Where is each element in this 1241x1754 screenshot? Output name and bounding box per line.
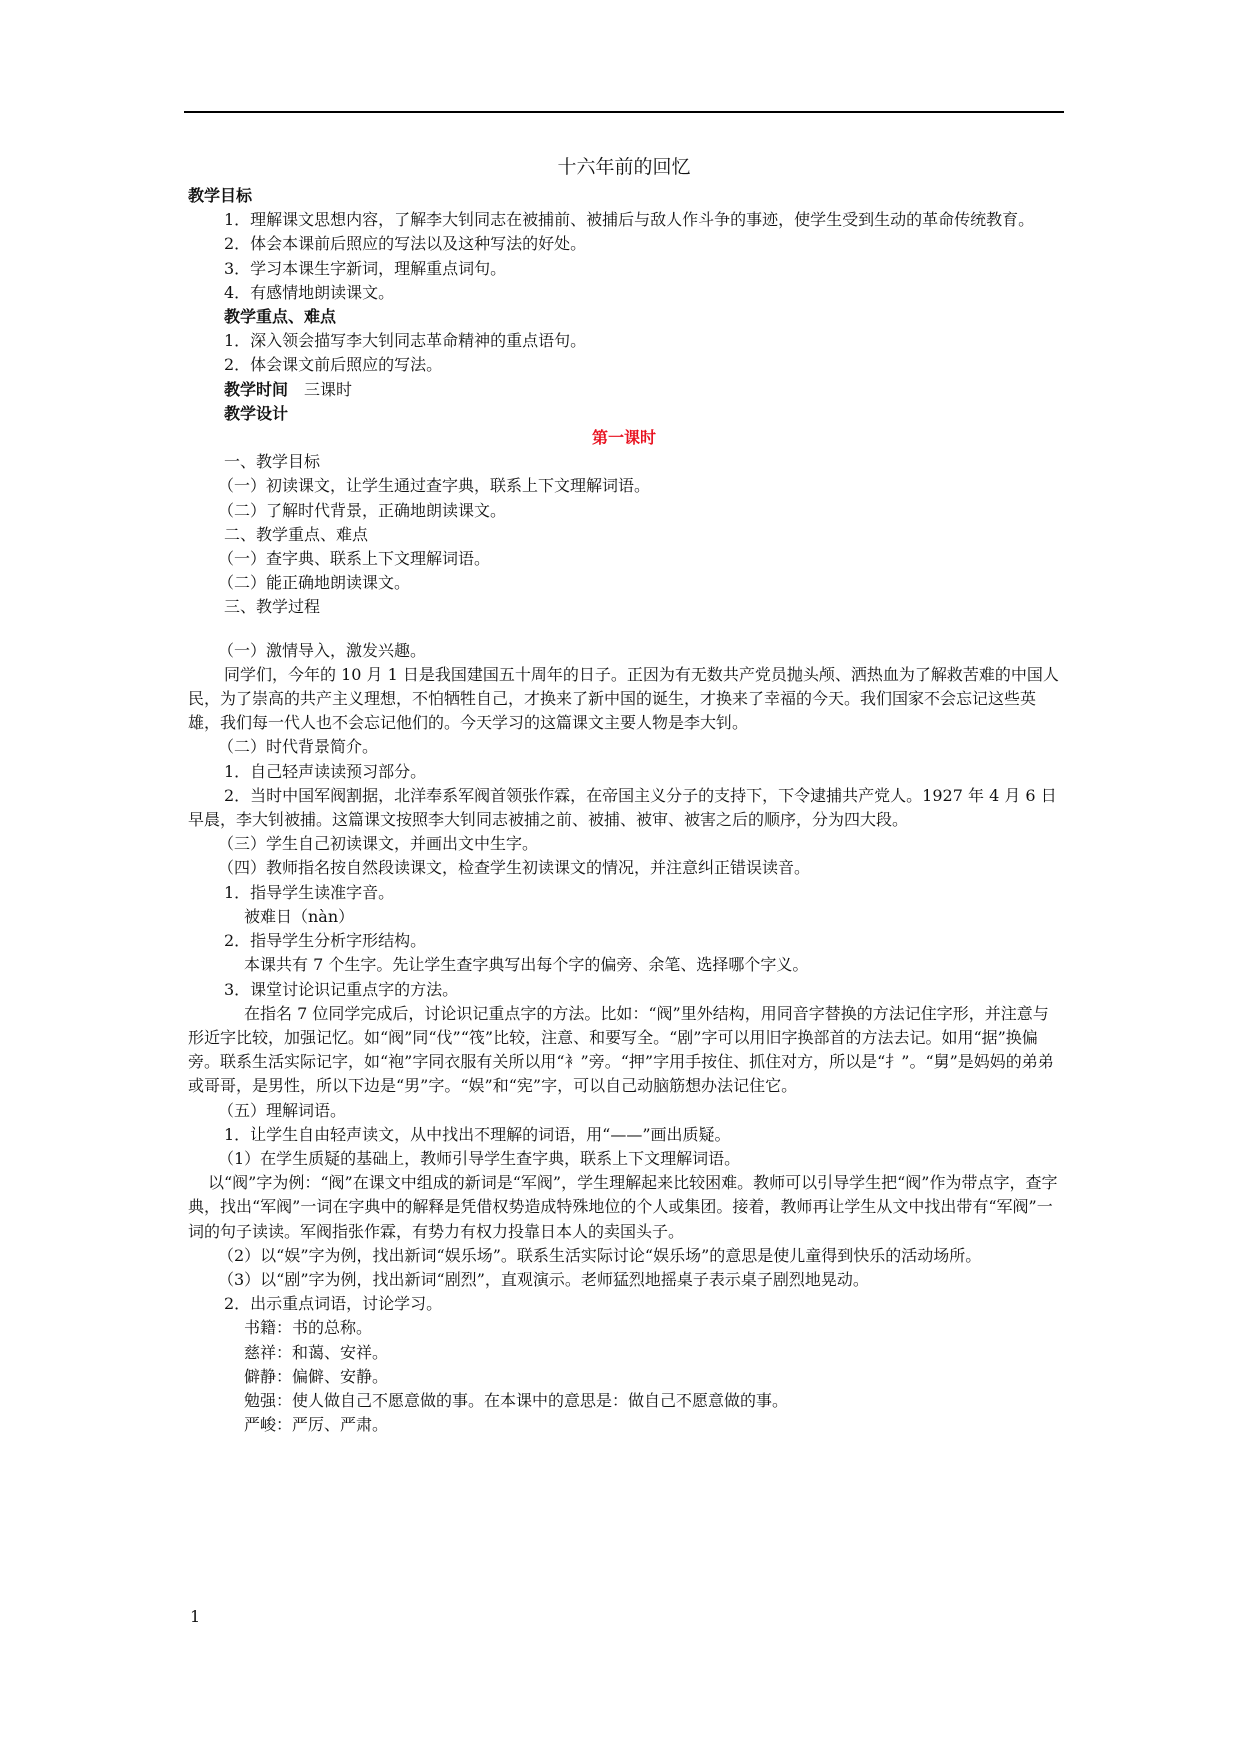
word-definition: 慈祥：和蔼、安祥。 bbox=[244, 1342, 389, 1362]
paragraph: 1．自己轻声读读预习部分。 bbox=[224, 761, 427, 781]
outline-item: （二）了解时代背景，正确地朗读课文。 bbox=[218, 500, 507, 520]
paragraph: （3）以“剧”字为例，找出新词“剧烈”，直观演示。老师猛烈地摇桌子表示桌子剧烈地晃动。 bbox=[218, 1269, 869, 1289]
paragraph: （三）学生自己初读课文，并画出文中生字。 bbox=[218, 834, 539, 854]
paragraph: 2．当时中国军阀割据，北洋奉系军阀首领张作霖，在帝国主义分子的支持下，下令逮捕共产党人。1927 年 4 月 6 日早晨，李大钊被捕。这篇课文按照李大钊同志被捕之前、被捕、被审、被害之后的顺序，分为四大段。 bbox=[188, 785, 1057, 830]
goal-item: 1．理解课文思想内容，了解李大钊同志在被捕前、被捕后与敌人作斗争的事迹，使学生受到生动的革命传统教育。 bbox=[224, 210, 1035, 230]
key-item: 2．体会课文前后照应的写法。 bbox=[224, 355, 443, 375]
paragraph: 1．让学生自由轻声读文，从中找出不理解的词语，用“——”画出质疑。 bbox=[224, 1124, 731, 1144]
outline-item: 二、教学重点、难点 bbox=[224, 524, 369, 544]
paragraph: （二）时代背景简介。 bbox=[218, 737, 379, 757]
document-body bbox=[188, 150, 1060, 1437]
goal-item: 3．学习本课生字新词，理解重点词句。 bbox=[224, 258, 507, 278]
outline-item: 一、教学目标 bbox=[224, 452, 321, 472]
paragraph: 2．指导学生分析字形结构。 bbox=[224, 931, 427, 951]
paragraph: （五）理解词语。 bbox=[218, 1100, 347, 1120]
paragraph: 1．指导学生读准字音。 bbox=[224, 882, 395, 902]
teaching-time bbox=[188, 378, 1060, 402]
paragraph: （一）激情导入，激发兴趣。 bbox=[218, 640, 427, 660]
word-definition: 僻静：偏僻、安静。 bbox=[244, 1366, 389, 1386]
outline-item: 三、教学过程 bbox=[224, 597, 321, 617]
paragraph: （1）在学生质疑的基础上，教师引导学生查字典，联系上下文理解词语。 bbox=[218, 1148, 741, 1168]
section-heading-goals: 教学目标 bbox=[188, 186, 253, 205]
key-item: 1．深入领会描写李大钊同志革命精神的重点语句。 bbox=[224, 331, 587, 351]
goal-item: 2．体会本课前后照应的写法以及这种写法的好处。 bbox=[224, 234, 587, 254]
spacer bbox=[188, 620, 1060, 639]
word-definition: 书籍：书的总称。 bbox=[244, 1318, 373, 1338]
paragraph: （2）以“娱”字为例，找出新词“娱乐场”。联系生活实际讨论“娱乐场”的意思是使儿童得到快乐的活动场所。 bbox=[218, 1245, 982, 1265]
paragraph: 在指名 7 位同学完成后，讨论识记重点字的方法。比如：“阀”里外结构，用同音字替换的方法记住字形，并注意与形近字比较，加强记忆。如“阀”同“伐”“筏”比较，注意、和要写全。“剧”字可以用旧字换部首的方法去记。如用“据”换偏旁。联系生活实际记字，如“袍”字同衣服有关所以用“衤”旁。“押”字用手按住、抓住对方，所以是“扌”。“舅”是妈妈的弟弟或哥哥，是男性，所以下边是“男”字。“娱”和“宪”字，可以自己动脑筋想办法记住它。 bbox=[188, 1003, 1054, 1096]
section-heading-keys: 教学重点、难点 bbox=[224, 307, 337, 327]
paragraph: （四）教师指名按自然段读课文，检查学生初读课文的情况，并注意纠正错误读音。 bbox=[218, 858, 811, 878]
outline-item: （二）能正确地朗读课文。 bbox=[218, 573, 411, 593]
paragraph: 被难日（nàn） bbox=[244, 906, 355, 926]
document-title: 十六年前的回忆 bbox=[557, 156, 691, 178]
word-definition: 严峻：严厉、严肃。 bbox=[244, 1415, 389, 1435]
word-definition: 勉强：使人做自己不愿意做的事。在本课中的意思是：做自己不愿意做的事。 bbox=[244, 1390, 789, 1410]
outline-item: （一）初读课文，让学生通过查字典，联系上下文理解词语。 bbox=[218, 476, 651, 496]
section-heading-design: 教学设计 bbox=[224, 403, 289, 423]
teaching-time-value: 三课时 bbox=[304, 379, 353, 399]
paragraph: 本课共有 7 个生字。先让学生查字典写出每个字的偏旁、余笔、选择哪个字义。 bbox=[244, 955, 809, 975]
outline-item: （一）查字典、联系上下文理解词语。 bbox=[218, 549, 491, 569]
header-rule bbox=[184, 111, 1064, 113]
paragraph: 2．出示重点词语，讨论学习。 bbox=[224, 1294, 443, 1314]
lesson-title: 第一课时 bbox=[591, 428, 656, 448]
paragraph: 3．课堂讨论识记重点字的方法。 bbox=[224, 979, 459, 999]
page-number: 1 bbox=[190, 1607, 201, 1626]
paragraph: 同学们，今年的 10 月 1 日是我国建国五十周年的日子。正因为有无数共产党员抛头颅、洒热血为了解救苦难的中国人民，为了崇高的共产主义理想，不怕牺牲自己，才换来了新中国的诞生，才换来了幸福的今天。我们国家不会忘记这些英雄，我们每一代人也不会忘记他们的。今天学习的这篇课文主要人物是李大钊。 bbox=[188, 664, 1059, 733]
teaching-time-label: 教学时间 bbox=[224, 379, 289, 399]
paragraph: 以“阀”字为例：“阀”在课文中组成的新词是“军阀”，学生理解起来比较困难。教师可以引导学生把“阀”作为带点字，查字典，找出“军阀”一词在字典中的解释是凭借权势造成特殊地位的个人或集团。接着，教师再让学生从文中找出带有“军阀”一词的句子读读。军阀指张作霖，有势力有权力投靠日本人的卖国头子。 bbox=[188, 1173, 1058, 1241]
goal-item: 4．有感情地朗读课文。 bbox=[224, 282, 395, 302]
